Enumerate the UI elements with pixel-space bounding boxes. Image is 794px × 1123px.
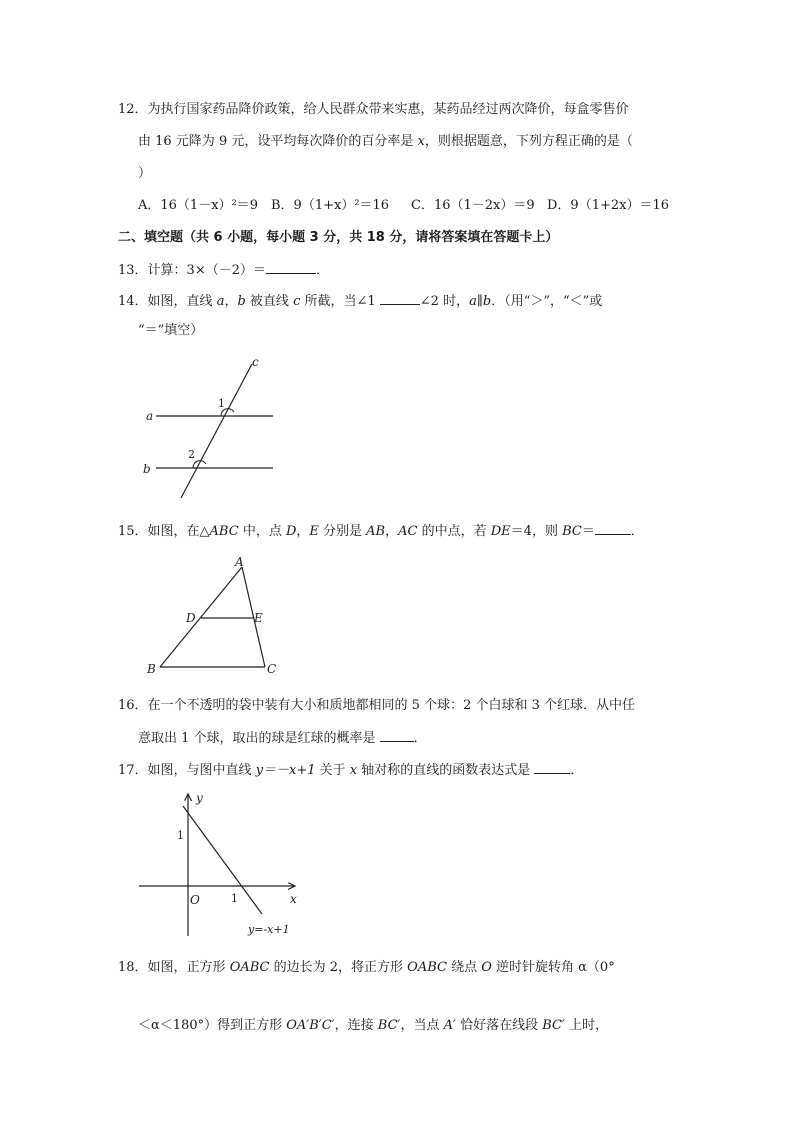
q17-text: 17．如图，与图中直线 y＝－x+1 关于 x 轴对称的直线的函数表达式是 ． [118, 760, 583, 780]
side-ab [160, 567, 242, 667]
vertex-a: A [235, 555, 244, 569]
vertex-c: C [267, 662, 277, 676]
q16-answer-blank[interactable] [380, 728, 414, 742]
y-axis-label: y [196, 791, 203, 805]
q14-answer-blank[interactable] [380, 291, 420, 305]
q16-line2: 意取出 1 个球，取出的球是红球的概率是 ． [138, 728, 427, 748]
section-heading-fill-in: 二、填空题（共 6 小题，每小题 3 分，共 18 分，请将答案填在答题卡上） [118, 230, 559, 245]
point-e: E [254, 611, 263, 625]
origin-label: O [190, 893, 200, 907]
q13-answer-blank[interactable] [266, 260, 316, 274]
q12-option-b: B．9（1+x）²＝16 [271, 198, 390, 213]
q18-line2: ＜α＜180°）得到正方形 OA′B′C′，连接 BC′，当点 A′ 恰好落在线段 BC′ 上时， [138, 1018, 609, 1033]
x-tick-1: 1 [231, 892, 238, 905]
q14-line2: “＝”填空） [138, 323, 204, 338]
q12-option-d: D．9（1+2x）＝16 [547, 198, 670, 213]
label-a: a [146, 409, 154, 423]
q12-option-c: C．16（1－2x）＝9 [411, 198, 535, 213]
y-tick-1: 1 [177, 829, 184, 842]
q14-figure [140, 354, 280, 499]
label-b: b [143, 462, 151, 476]
line-c [181, 364, 252, 498]
q12-line1: 12．为执行国家药品降价政策，给人民群众带来实惠，某药品经过两次降价，每盒零售价 [118, 102, 629, 117]
q12-option-a: A．16（1－x）²＝9 [138, 198, 259, 213]
q12-line2: 由 16 元降为 9 元，设平均每次降价的百分率是 x，则根据题意，下列方程正确的是（ [138, 134, 633, 149]
q13-text: 13．计算：3×（－2）＝ ． [118, 260, 329, 280]
q12-line3: ） [138, 166, 152, 181]
angle-2-label: 2 [188, 448, 195, 461]
line-label: y=-x+1 [248, 923, 290, 936]
label-c: c [252, 355, 259, 369]
q15-text: 15．如图，在△ABC 中，点 D，E 分别是 AB，AC 的中点，若 DE＝4，则 BC＝ ． [118, 521, 644, 541]
x-axis-label: x [290, 892, 297, 906]
vertex-b: B [147, 662, 156, 676]
q17-figure [135, 790, 305, 940]
q16-line1: 16．在一个不透明的袋中装有大小和质地都相同的 5 个球：2 个白球和 3 个红球．从中任 [118, 698, 636, 713]
q18-line1: 18．如图，正方形 OABC 的边长为 2，将正方形 OABC 绕点 O 逆时针旋转角 α（0° [118, 960, 615, 975]
angle-1-label: 1 [218, 397, 225, 410]
q17-answer-blank[interactable] [534, 760, 570, 774]
q15-answer-blank[interactable] [595, 521, 631, 535]
q15-figure [140, 552, 290, 682]
point-d: D [186, 611, 196, 625]
q14-line1: 14．如图，直线 a，b 被直线 c 所截，当∠1 ∠2 时，a∥b．（用“＞”，“＜”或 [118, 291, 602, 311]
